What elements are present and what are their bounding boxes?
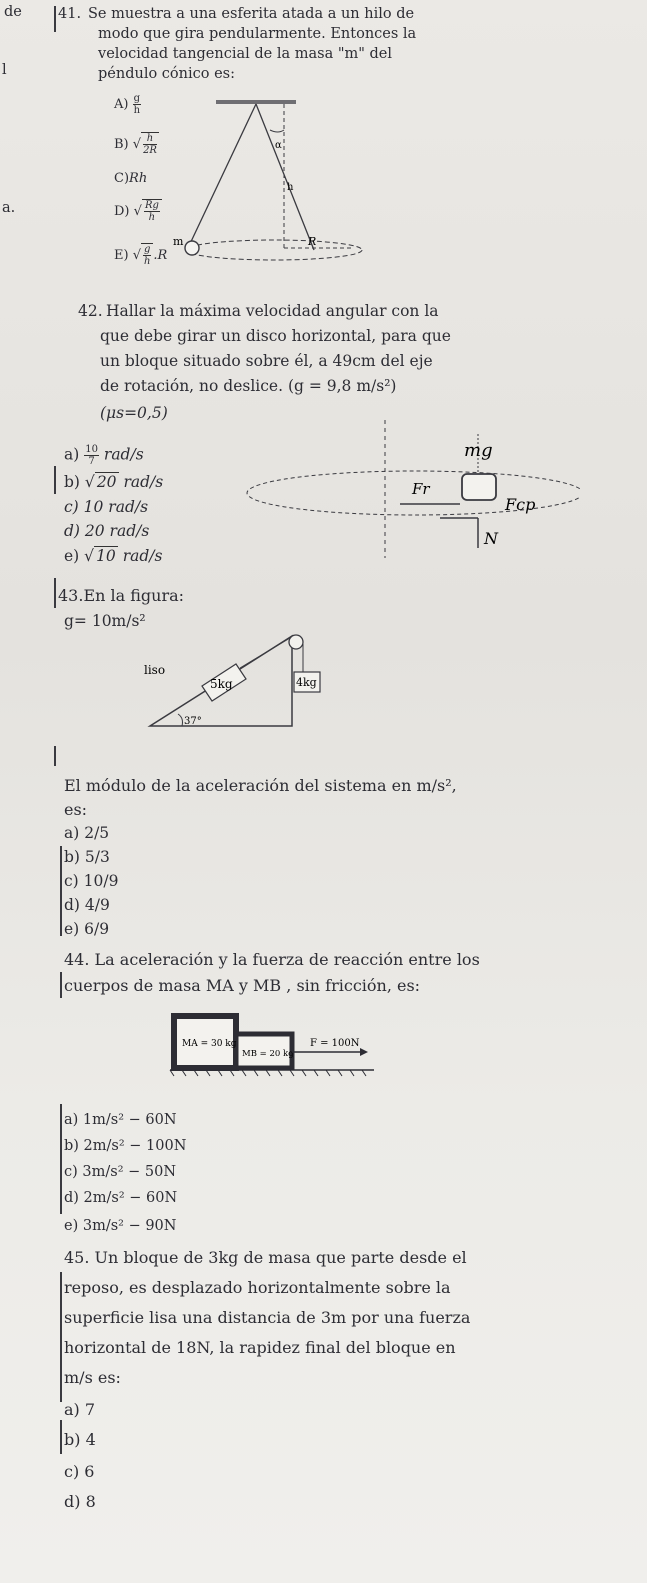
q42-option-c[interactable]: c) 10 rad/s: [64, 498, 149, 516]
q45-line-3: superficie lisa una distancia de 3m por una fuerza: [64, 1308, 471, 1327]
sqrt-icon: √: [84, 473, 95, 491]
label-n: N: [484, 529, 498, 548]
q42-line-5: (μs=0,5): [100, 404, 168, 422]
q43-option-b[interactable]: b) 5/3: [64, 848, 110, 866]
label-ma: MA = 30 kg: [182, 1039, 237, 1049]
pulley: [289, 635, 303, 649]
q45-line-4: horizontal de 18N, la rapidez final del bloque en: [64, 1338, 456, 1357]
q43-margin-bar: [54, 578, 56, 608]
label-fr: Fr: [412, 480, 430, 498]
pendulum-string: [188, 104, 256, 248]
q42-option-e[interactable]: e) √ 10 rad/s: [64, 547, 163, 565]
q45-option-c[interactable]: c) 6: [64, 1462, 95, 1481]
label-37: 37°: [184, 716, 202, 727]
ceiling-support: [216, 100, 296, 104]
q41-option-c[interactable]: C)Rh: [114, 171, 148, 186]
q43-option-c[interactable]: c) 10/9: [64, 872, 119, 890]
q41-option-b[interactable]: B) √ $\frac{h}{2R}$: [114, 133, 157, 156]
q45-line-2: reposo, es desplazado horizontalmente sobre la: [64, 1278, 451, 1297]
q43-option-d[interactable]: d) 4/9: [64, 896, 110, 914]
q42-option-b[interactable]: b) √ 20 rad/s: [64, 473, 164, 491]
q43-option-e[interactable]: e) 6/9: [64, 920, 110, 938]
q41-number: 41.: [58, 6, 82, 22]
q44-option-a[interactable]: a) 1m/s² − 60N: [64, 1112, 177, 1128]
q43-statement-2: es:: [64, 800, 88, 819]
q41-option-a[interactable]: A) $\frac{g}{h}$: [114, 93, 141, 116]
q43-options-bar: [60, 846, 62, 936]
q44-line-1: 44. La aceleración y la fuerza de reacción entre los: [64, 950, 480, 969]
q44-line-2: cuerpos de masa MA y MB , sin fricción, es:: [64, 976, 421, 995]
q45-option-d[interactable]: d) 8: [64, 1492, 96, 1511]
q42-option-a[interactable]: a) $\frac{10}{7}$ rad/s: [64, 444, 144, 467]
q42-option-d[interactable]: d) 20 rad/s: [64, 522, 150, 540]
q44-blocks-figure: [160, 1010, 380, 1090]
label-5kg: 5kg: [210, 677, 233, 691]
block-on-disc: [462, 474, 496, 500]
q43-option-a[interactable]: a) 2/5: [64, 824, 110, 842]
q41-conical-pendulum-figure: [170, 98, 370, 273]
label-liso: liso: [144, 663, 166, 677]
q42-line-2: que debe girar un disco horizontal, para que: [100, 327, 451, 345]
q45-line-5: m/s es:: [64, 1368, 121, 1387]
q44-option-e[interactable]: e) 3m/s² − 90N: [64, 1218, 177, 1234]
sqrt-icon: √: [132, 137, 142, 152]
q42-line-3: un bloque situado sobre él, a 49cm del eje: [100, 352, 433, 370]
q41-option-e[interactable]: E) √ $\frac{g}{h}$ .R: [114, 244, 168, 267]
rope-incline: [240, 638, 290, 668]
q41-margin-bar: [54, 6, 56, 32]
label-4kg: 4kg: [296, 676, 317, 689]
angle-arc: [270, 130, 284, 132]
q42-rotating-disc-figure: [240, 418, 580, 563]
q45-margin-bar: [60, 1272, 62, 1402]
sqrt-icon: √: [132, 248, 141, 263]
q41-line-1: Se muestra a una esferita atada a un hilo de: [88, 6, 415, 22]
label-alpha: α: [275, 140, 282, 151]
q44-option-b[interactable]: b) 2m/s² − 100N: [64, 1138, 187, 1154]
label-m: m: [173, 235, 184, 248]
q44-option-d[interactable]: d) 2m/s² − 60N: [64, 1190, 178, 1206]
q42-margin-bar: [54, 466, 56, 494]
circular-path: [186, 240, 362, 260]
fraction-g-over-h: $\frac{g}{h}$: [133, 93, 141, 116]
q41-line-2: modo que gira pendularmente. Entonces la: [98, 26, 417, 42]
angle-arc: [178, 714, 183, 726]
q42-line-1: Hallar la máxima velocidad angular con la: [106, 302, 439, 320]
q44-margin-bar: [60, 972, 62, 998]
q44-option-c[interactable]: c) 3m/s² − 50N: [64, 1164, 177, 1180]
label-mg: mg: [464, 440, 493, 461]
label-h: h: [287, 182, 294, 193]
label-R: R: [308, 235, 317, 248]
q45-option-a[interactable]: a) 7: [64, 1400, 96, 1419]
q43-incline-pulley-figure: [140, 634, 340, 734]
margin-fragment-l: l: [2, 62, 7, 78]
sphere-mass: [185, 241, 199, 255]
q43-line-1: 43.En la figura:: [58, 586, 185, 605]
q41-line-3: velocidad tangencial de la masa "m" del: [98, 46, 393, 62]
q43-margin-bar-2: [54, 746, 56, 766]
q44-options-bar: [60, 1104, 62, 1214]
q45-line-1: 45. Un bloque de 3kg de masa que parte desde el: [64, 1248, 467, 1267]
label-force: F = 100N: [310, 1038, 360, 1049]
sqrt-icon: √: [133, 204, 142, 219]
label-fcp: Fcp: [505, 495, 536, 514]
q41-option-d[interactable]: D) √ $\frac{Rg}{h}$: [114, 199, 162, 223]
q43-line-2: g= 10m/s²: [64, 612, 146, 630]
cone-edge: [256, 104, 317, 250]
q45-option-b[interactable]: b) 4: [64, 1430, 96, 1449]
q41-line-4: péndulo cónico es:: [98, 66, 235, 82]
q45-options-bar: [60, 1420, 62, 1454]
q42-line-4: de rotación, no deslice. (g = 9,8 m/s²): [100, 377, 397, 395]
q42-number: 42.: [78, 302, 103, 320]
margin-fragment-de: de: [4, 4, 22, 20]
arrow-head-icon: [360, 1048, 368, 1056]
margin-fragment-a: a.: [2, 200, 16, 216]
label-mb: MB = 20 kg: [242, 1049, 294, 1059]
sqrt-icon: √: [84, 547, 95, 565]
q43-statement-1: El módulo de la aceleración del sistema en m/s²,: [64, 776, 457, 795]
